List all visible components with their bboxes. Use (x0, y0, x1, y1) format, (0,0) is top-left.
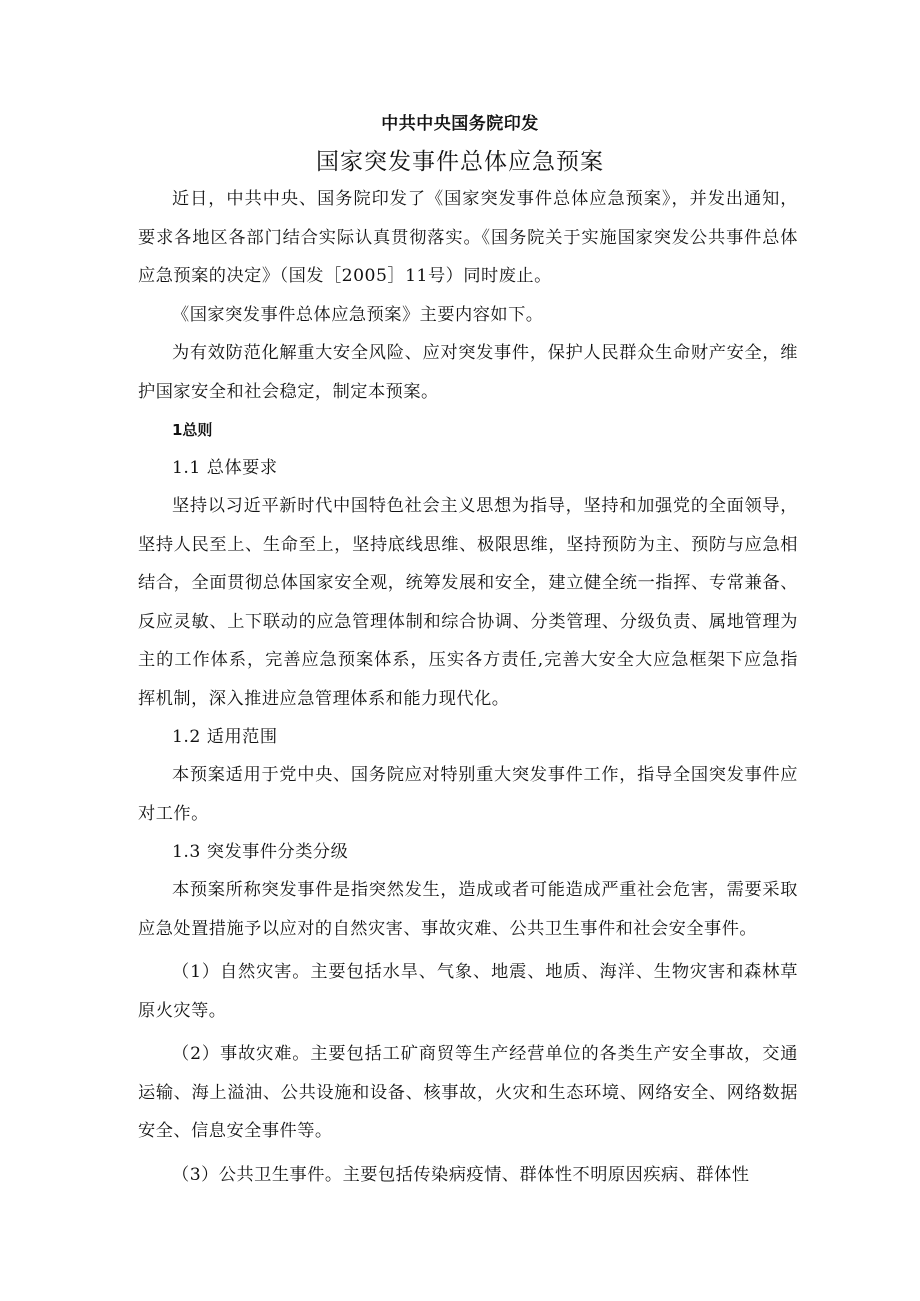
list-item-public-health: （3）公共卫生事件。主要包括传染病疫情、群体性不明原因疾病、群体性 (172, 1164, 750, 1185)
section-heading-classification: 1.3 突发事件分类分级 (172, 842, 349, 862)
list-item-natural-disasters: （1）自然灾害。主要包括水旱、气象、地震、地质、海洋、生物灾害和森林草原火灾等。 (138, 962, 798, 1021)
paragraph-overall-requirements: 坚持以习近平新时代中国特色社会主义思想为指导，坚持和加强党的全面领导，坚持人民至上、生命至上，坚持底线思维、极限思维，坚持预防为主、预防与应急相结合，全面贯彻总体国家安全观，统筹发展和安全，建立健全统一指挥、专常兼备、反应灵敏、上下联动的应急管理体制和综合协调、分类管理、分级负责、属地管理为主的工作体系，完善应急预案体系，压实各方责任,完善大安全大应急框架下应急指挥机制，深入推进应急管理体系和能力现代化。 (138, 496, 798, 709)
document-subtitle: 中共中央国务院印发 (381, 114, 539, 134)
intro-paragraph-3: 为有效防范化解重大安全风险、应对突发事件，保护人民群众生命财产安全，维护国家安全和社会稳定，制定本预案。 (138, 343, 798, 402)
intro-paragraph-1: 近日，中共中央、国务院印发了《国家突发事件总体应急预案》，并发出通知，要求各地区各部门结合实际认真贯彻落实。《国务院关于实施国家突发公共事件总体应急预案的决定》（国发［2005］11号）同时废止。 (138, 189, 798, 286)
list-item-accident-disasters: （2）事故灾难。主要包括工矿商贸等生产经营单位的各类生产安全事故，交通运输、海上溢油、公共设施和设备、核事故，火灾和生态环境、网络安全、网络数据安全、信息安全事件等。 (138, 1044, 798, 1141)
paragraph-scope: 本预案适用于党中央、国务院应对特别重大突发事件工作，指导全国突发事件应对工作。 (138, 765, 798, 824)
section-heading-scope: 1.2 适用范围 (172, 727, 278, 747)
section-heading-general: 1总则 (172, 421, 213, 439)
document-body (138, 180, 798, 1194)
document-title: 国家突发事件总体应急预案 (316, 149, 604, 175)
intro-paragraph-2: 《国家突发事件总体应急预案》主要内容如下。 (172, 304, 544, 325)
section-heading-overall-requirements: 1.1 总体要求 (172, 458, 278, 478)
paragraph-classification: 本预案所称突发事件是指突然发生，造成或者可能造成严重社会危害，需要采取应急处置措施予以应对的自然灾害、事故灾难、公共卫生事件和社会安全事件。 (138, 880, 798, 939)
